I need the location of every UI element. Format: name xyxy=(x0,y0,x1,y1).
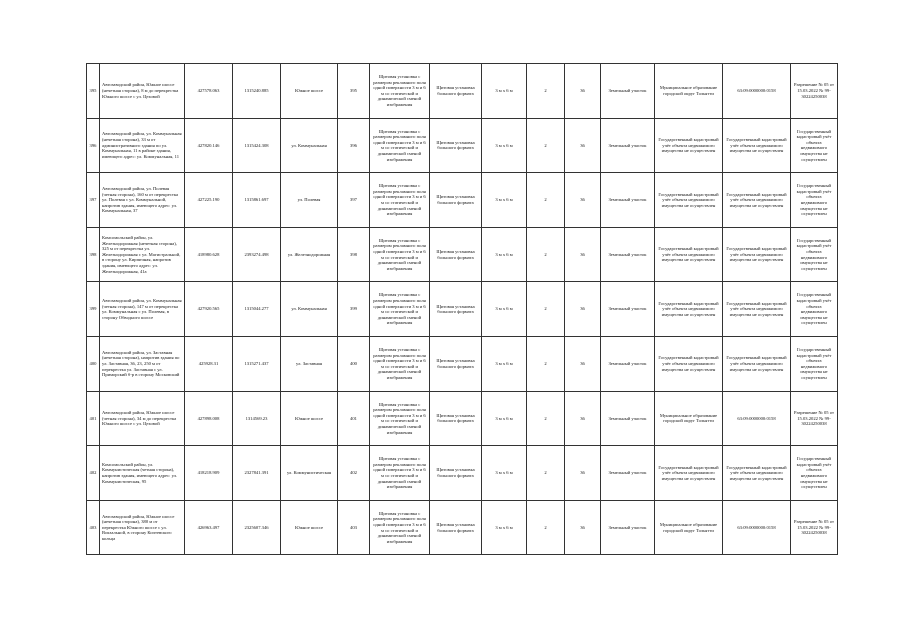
cell-street: Южное шоссе xyxy=(281,500,338,555)
cell-coord-x: 427898.008 xyxy=(185,391,233,446)
cell-owner: Государственный кадастровый учёт объекта недвижимого имущества не осуществлен xyxy=(655,446,723,501)
cell-number: 403 xyxy=(87,500,100,555)
cell-size: 3 м х 6 м xyxy=(482,282,527,337)
cell-number: 396 xyxy=(87,118,100,173)
cell-coord-x: 427225.190 xyxy=(185,173,233,228)
cell-coord-x: 427920.565 xyxy=(185,282,233,337)
cell-coord-y: 1315044.277 xyxy=(233,282,281,337)
cell-coord-x: 418218.909 xyxy=(185,446,233,501)
cell-size: 3 м х 6 м xyxy=(482,446,527,501)
cell-code: 395 xyxy=(338,64,370,119)
table-row xyxy=(87,446,838,501)
cell-street: ул. Коммунальная xyxy=(281,118,338,173)
table-row xyxy=(87,118,838,173)
cell-owner: Государственный кадастровый учёт объекта недвижимого имущества не осуществлен xyxy=(655,173,723,228)
cell-size: 3 м х 6 м xyxy=(482,64,527,119)
cell-land: Земельный участок xyxy=(601,64,655,119)
cell-size: 3 м х 6 м xyxy=(482,500,527,555)
cell-coord-x: 427578.063 xyxy=(185,64,233,119)
cell-street: Южное шоссе xyxy=(281,64,338,119)
cell-structure-kind: Щитовая установка большого формата xyxy=(430,500,482,555)
cell-structure-type: Щитовая установка с размером рекламного поля одной поверхности 3 м и 6 м со статической и динамической сменой изображения xyxy=(370,446,430,501)
cell-code: 397 xyxy=(338,173,370,228)
cell-street: ул. Железнодорожная xyxy=(281,227,338,282)
cell-land: Земельный участок xyxy=(601,500,655,555)
cell-permit: Государственный кадастровый учёт объекта недвижимого имущества не осуществлен xyxy=(791,173,838,228)
cell-coord-x: 425928.31 xyxy=(185,336,233,391)
cell-cadastre: Государственный кадастровый учёт объекта недвижимого имущества не осуществлен xyxy=(723,282,791,337)
cell-area: 36 xyxy=(565,446,601,501)
cell-land: Земельный участок xyxy=(601,282,655,337)
cell-sides: 2 xyxy=(527,446,565,501)
cell-code: 400 xyxy=(338,336,370,391)
cell-cadastre: Государственный кадастровый учёт объекта недвижимого имущества не осуществлен xyxy=(723,173,791,228)
cell-size: 3 м х 6 м xyxy=(482,336,527,391)
cell-area: 36 xyxy=(565,391,601,446)
cell-owner: Муниципальное образование городской округ Тольятти xyxy=(655,64,723,119)
cell-coord-y: 2325607.346 xyxy=(233,500,281,555)
cell-area: 36 xyxy=(565,173,601,228)
cell-coord-y: 2393274.498 xyxy=(233,227,281,282)
cell-size: 3 м х 6 м xyxy=(482,118,527,173)
cell-sides: 2 xyxy=(527,282,565,337)
cell-coord-y: 1314569.23 xyxy=(233,391,281,446)
table-row xyxy=(87,173,838,228)
cell-structure-type: Щитовая установка с размером рекламного поля одной поверхности 3 м и 6 м со статической и динамической сменой изображения xyxy=(370,282,430,337)
cell-land: Земельный участок xyxy=(601,227,655,282)
cell-code: 403 xyxy=(338,500,370,555)
cell-area: 36 xyxy=(565,500,601,555)
cell-number: 399 xyxy=(87,282,100,337)
cell-address: Автозаводский район, ул. Полевая (четная сторона), 160 м от перекрестка ул. Полевая с ул. Коммунальной, напротив здания, имеющего адрес: ул. Коммунальная, 37 xyxy=(100,173,185,228)
cell-structure-kind: Щитовая установка большого формата xyxy=(430,391,482,446)
table-row xyxy=(87,282,838,337)
cell-area: 36 xyxy=(565,118,601,173)
cell-size: 3 м х 6 м xyxy=(482,173,527,228)
cell-land: Земельный участок xyxy=(601,336,655,391)
cell-structure-kind: Щитовая установка большого формата xyxy=(430,227,482,282)
cell-code: 396 xyxy=(338,118,370,173)
cell-structure-kind: Щитовая установка большого формата xyxy=(430,336,482,391)
cell-sides: 2 xyxy=(527,227,565,282)
cell-area: 36 xyxy=(565,64,601,119)
cell-area: 36 xyxy=(565,336,601,391)
cell-structure-type: Щитовая установка с размером рекламного поля одной поверхности 3 м и 6 м со статической и динамической сменой изображения xyxy=(370,227,430,282)
table-row xyxy=(87,391,838,446)
cell-address: Автозаводский район, ул. Заставная (нечетная сторона), напротив здания по ул. Заставная, 36, 23, 250 м от перекрестка ул. Заставная с ул. Приморский б-р в сторону Московский xyxy=(100,336,185,391)
cell-coord-y: 1315424.308 xyxy=(233,118,281,173)
cell-code: 401 xyxy=(338,391,370,446)
cell-permit: Разрешение № 05 от 15.03.2022 № 99-30224250038 xyxy=(791,500,838,555)
cell-owner: Государственный кадастровый учёт объекта недвижимого имущества не осуществлен xyxy=(655,118,723,173)
cell-land: Земельный участок xyxy=(601,391,655,446)
cell-sides: 2 xyxy=(527,336,565,391)
cell-sides: 2 xyxy=(527,391,565,446)
cell-cadastre: Государственный кадастровый учёт объекта недвижимого имущества не осуществлен xyxy=(723,336,791,391)
cell-code: 399 xyxy=(338,282,370,337)
table-row xyxy=(87,500,838,555)
cell-number: 395 xyxy=(87,64,100,119)
cell-address: Автозаводский район, ул. Коммунальная (нечетная сторона), 33 м от административного здания по ул. Коммунальная, 11 в районе здания, имеющего адрес: ул. Коммунальная, 11 xyxy=(100,118,185,173)
cell-cadastre: Государственный кадастровый учёт объекта недвижимого имущества не осуществлен xyxy=(723,227,791,282)
cell-cadastre: 63:09:0000000:0158 xyxy=(723,500,791,555)
cell-sides: 2 xyxy=(527,173,565,228)
cell-coord-y: 1315271.437 xyxy=(233,336,281,391)
cell-cadastre: 63:09:0000000:0158 xyxy=(723,391,791,446)
cell-number: 400 xyxy=(87,336,100,391)
cell-number: 397 xyxy=(87,173,100,228)
cell-number: 398 xyxy=(87,227,100,282)
cell-owner: Государственный кадастровый учёт объекта недвижимого имущества не осуществлен xyxy=(655,282,723,337)
cell-street: ул. Заставная xyxy=(281,336,338,391)
cell-address: Автозаводский район, Южное шоссе (нечетная сторона), 8 м до перекрестка Южного шоссе с ул. Цеховой xyxy=(100,64,185,119)
cell-cadastre: 63:09:0000000:0158 xyxy=(723,64,791,119)
cell-number: 402 xyxy=(87,446,100,501)
cell-number: 401 xyxy=(87,391,100,446)
cell-address: Комсомольский район, ул. Коммунистическая (четная сторона), напротив здания, имеющего адрес: ул. Коммунистическая, 95 xyxy=(100,446,185,501)
cell-owner: Муниципальное образование городской округ Тольятти xyxy=(655,391,723,446)
cell-address: Автозаводский район, ул. Коммунальная (четная сторона), 147 м от перекрестка ул. Коммунальная с ул. Полевая, в сторону Обводного шоссе xyxy=(100,282,185,337)
cell-permit: Государственный кадастровый учёт объекта недвижимого имущества не осуществлен xyxy=(791,282,838,337)
cell-structure-type: Щитовая установка с размером рекламного поля одной поверхности 3 м и 6 м со статической и динамической сменой изображения xyxy=(370,391,430,446)
cell-permit: Разрешение № 05 от 15.03.2022 № 99-30224250038 xyxy=(791,64,838,119)
cell-coord-x: 427820.146 xyxy=(185,118,233,173)
cell-street: ул. Коммунальная xyxy=(281,282,338,337)
cell-area: 36 xyxy=(565,282,601,337)
cell-structure-kind: Щитовая установка большого формата xyxy=(430,118,482,173)
table-row xyxy=(87,64,838,119)
cell-code: 398 xyxy=(338,227,370,282)
cell-land: Земельный участок xyxy=(601,446,655,501)
cell-permit: Государственный кадастровый учёт объекта недвижимого имущества не осуществлен xyxy=(791,336,838,391)
cell-structure-kind: Щитовая установка большого формата xyxy=(430,446,482,501)
registry-table-body xyxy=(87,64,838,555)
cell-structure-type: Щитовая установка с размером рекламного поля одной поверхности 3 м и 6 м со статической и динамической сменой изображения xyxy=(370,500,430,555)
cell-coord-y: 1315240.885 xyxy=(233,64,281,119)
cell-street: Южное шоссе xyxy=(281,391,338,446)
table-row xyxy=(87,336,838,391)
cell-structure-type: Щитовая установка с размером рекламного поля одной поверхности 3 м и 6 м со статической и динамической сменой изображения xyxy=(370,64,430,119)
cell-size: 3 м х 6 м xyxy=(482,391,527,446)
cell-structure-type: Щитовая установка с размером рекламного поля одной поверхности 3 м и 6 м со статической и динамической сменой изображения xyxy=(370,118,430,173)
cell-permit: Государственный кадастровый учёт объекта недвижимого имущества не осуществлен xyxy=(791,118,838,173)
cell-address: Автозаводский район, Южное шоссе (нечетная сторона), 380 м от перекрестка Южного шоссе с ул. Вокзальной, в сторону Коптевского кольца xyxy=(100,500,185,555)
cell-structure-type: Щитовая установка с размером рекламного поля одной поверхности 3 м и 6 м со статической и динамической сменой изображения xyxy=(370,173,430,228)
cell-cadastre: Государственный кадастровый учёт объекта недвижимого имущества не осуществлен xyxy=(723,118,791,173)
cell-street: ул. Полевая xyxy=(281,173,338,228)
cell-cadastre: Государственный кадастровый учёт объекта недвижимого имущества не осуществлен xyxy=(723,446,791,501)
cell-sides: 2 xyxy=(527,118,565,173)
cell-address: Автозаводский район, Южное шоссе (четная сторона), 34 м до перекрестка Южного шоссе с ул. Цеховой xyxy=(100,391,185,446)
cell-structure-type: Щитовая установка с размером рекламного поля одной поверхности 3 м и 6 м со статической и динамической сменой изображения xyxy=(370,336,430,391)
cell-coord-y: 1315861.697 xyxy=(233,173,281,228)
cell-owner: Муниципальное образование городской округ Тольятти xyxy=(655,500,723,555)
cell-permit: Разрешение № 05 от 15.03.2022 № 99-30224250038 xyxy=(791,391,838,446)
cell-area: 36 xyxy=(565,227,601,282)
cell-land: Земельный участок xyxy=(601,173,655,228)
cell-street: ул. Коммунистическая xyxy=(281,446,338,501)
cell-permit: Государственный кадастровый учёт объекта недвижимого имущества не осуществлен xyxy=(791,227,838,282)
cell-coord-x: 418980.628 xyxy=(185,227,233,282)
cell-owner: Государственный кадастровый учёт объекта недвижимого имущества не осуществлен xyxy=(655,336,723,391)
cell-address: Комсомольский район, ул. Железнодорожная (нечетная сторона), 325 м от перекрестка ул. Железнодорожная с ул. Магистральной, в сторону ул. Кирпичная, напротив здания, имеющего адрес: ул. Железнодорожная, 41а xyxy=(100,227,185,282)
table-row xyxy=(87,227,838,282)
cell-sides: 2 xyxy=(527,64,565,119)
cell-land: Земельный участок xyxy=(601,118,655,173)
cell-structure-kind: Щитовая установка большого формата xyxy=(430,173,482,228)
cell-size: 3 м х 6 м xyxy=(482,227,527,282)
cell-structure-kind: Щитовая установка большого формата xyxy=(430,64,482,119)
cell-owner: Государственный кадастровый учёт объекта недвижимого имущества не осуществлен xyxy=(655,227,723,282)
cell-sides: 2 xyxy=(527,500,565,555)
cell-coord-y: 2327841.391 xyxy=(233,446,281,501)
cell-code: 402 xyxy=(338,446,370,501)
cell-structure-kind: Щитовая установка большого формата xyxy=(430,282,482,337)
registry-table xyxy=(86,63,838,555)
cell-permit: Государственный кадастровый учёт объекта недвижимого имущества не осуществлен xyxy=(791,446,838,501)
cell-coord-x: 426963.497 xyxy=(185,500,233,555)
